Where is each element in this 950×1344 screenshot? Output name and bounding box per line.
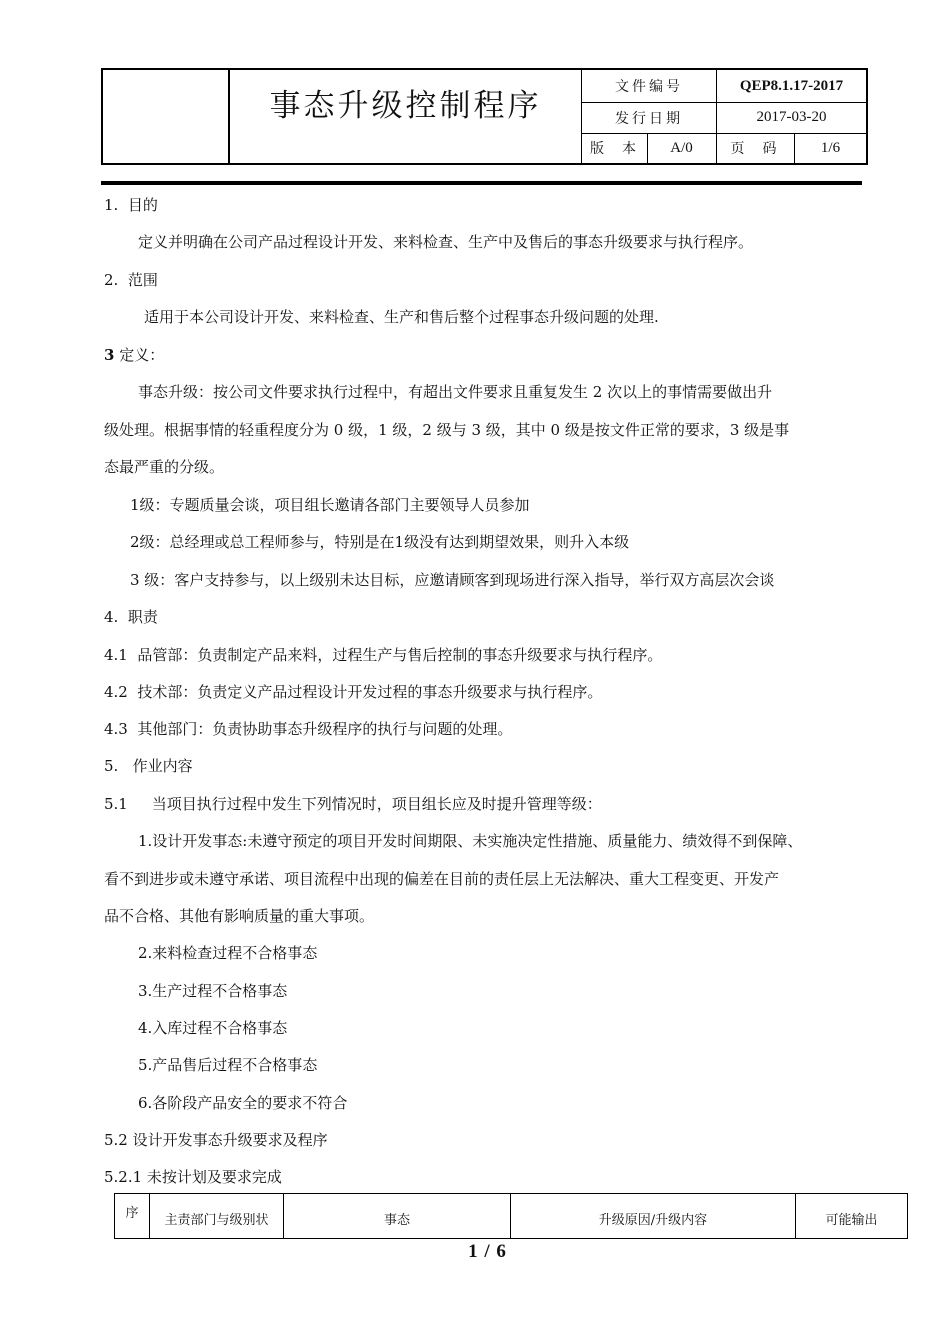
section-2-heading: 2. 范围 — [104, 271, 158, 289]
item-4: 4.入库过程不合格事态 — [138, 1019, 288, 1037]
version-label: 版 本 — [590, 141, 639, 157]
section-5-2: 5.2 设计开发事态升级要求及程序 — [104, 1131, 328, 1149]
table-header-dept-level: 主责部门与级别状 — [150, 1194, 284, 1238]
header-info-grid — [582, 70, 866, 163]
section-3-heading — [104, 345, 164, 365]
table-header-seq: 序 — [115, 1194, 150, 1238]
section-1-text: 定义并明确在公司产品过程设计开发、来料检查、生产中及售后的事态升级要求与执行程序。 — [138, 233, 754, 251]
page-footer: 1 / 6 — [468, 1241, 507, 1262]
header-divider — [101, 181, 862, 185]
definition-line-1: 事态升级：按公司文件要求执行过程中，有超出文件要求且重复发生 2 次以上的事情需要做出升 — [138, 383, 773, 401]
section-3-title: 定义： — [114, 346, 165, 364]
level-3-definition: 3 级：客户支持参与，以上级别未达目标，应邀请顾客到现场进行深入指导，举行双方高层次会谈 — [130, 571, 775, 589]
section-5-1: 5.1 当项目执行过程中发生下列情况时，项目组长应及时提升管理等级： — [104, 795, 602, 813]
section-1-heading: 1. 目的 — [104, 196, 158, 214]
item-1-line-2: 看不到进步或未遵守承诺、项目流程中出现的偏差在目前的责任层上无法解决、重大工程变更、开发产 — [104, 870, 780, 888]
section-3-number: 3 — [104, 346, 115, 364]
item-6: 6.各阶段产品安全的要求不符合 — [138, 1094, 348, 1112]
page-value: 1/6 — [820, 139, 841, 156]
duty-4-3: 4.3 其他部门：负责协助事态升级程序的执行与问题的处理。 — [104, 720, 513, 738]
item-5: 5.产品售后过程不合格事态 — [138, 1056, 318, 1074]
page-label: 页 码 — [730, 141, 780, 157]
definition-line-3: 态最严重的分级。 — [104, 458, 225, 476]
duty-4-1: 4.1 品管部：负责制定产品来料，过程生产与售后控制的事态升级要求与执行程序。 — [104, 646, 663, 664]
duty-4-2: 4.2 技术部：负责定义产品过程设计开发过程的事态升级要求与执行程序。 — [104, 683, 603, 701]
item-3: 3.生产过程不合格事态 — [138, 982, 288, 1000]
document-header — [101, 68, 868, 165]
item-2: 2.来料检查过程不合格事态 — [138, 944, 318, 962]
table-header-event: 事态 — [284, 1194, 511, 1238]
doc-no-value: QEP8.1.17-2017 — [739, 77, 844, 94]
section-4-heading: 4. 职责 — [104, 608, 158, 626]
version-value: A/0 — [670, 139, 693, 156]
section-2-text: 适用于本公司设计开发、来料检查、生产和售后整个过程事态升级问题的处理. — [144, 308, 659, 326]
section-5-heading: 5. 作业内容 — [104, 757, 193, 775]
item-1-line-3: 品不合格、其他有影响质量的重大事项。 — [104, 907, 375, 925]
doc-no-label: 文件编号 — [615, 79, 683, 95]
section-5-2-1: 5.2.1 未按计划及要求完成 — [104, 1168, 282, 1186]
item-1-line-1: 1.设计开发事态:未遵守预定的项目开发时间期限、未实施决定性措施、质量能力、绩效得不到保障、 — [138, 832, 803, 850]
logo-area — [103, 70, 230, 163]
escalation-table-header — [114, 1193, 908, 1239]
issue-date-value: 2017-03-20 — [756, 109, 827, 125]
level-1-definition: 1级：专题质量会谈，项目组长邀请各部门主要领导人员参加 — [130, 496, 530, 514]
definition-line-2: 级处理。根据事情的轻重程度分为 0 级，1 级，2 级与 3 级，其中 0 级是按文件正常的要求，3 级是事 — [104, 421, 790, 439]
table-header-reason: 升级原因/升级内容 — [511, 1194, 796, 1238]
issue-date-label: 发行日期 — [615, 110, 683, 127]
level-2-definition: 2级：总经理或总工程师参与，特别是在1级没有达到期望效果，则升入本级 — [130, 533, 630, 551]
document-title: 事态升级控制程序 — [230, 70, 582, 163]
table-header-output: 可能输出 — [825, 1212, 878, 1228]
